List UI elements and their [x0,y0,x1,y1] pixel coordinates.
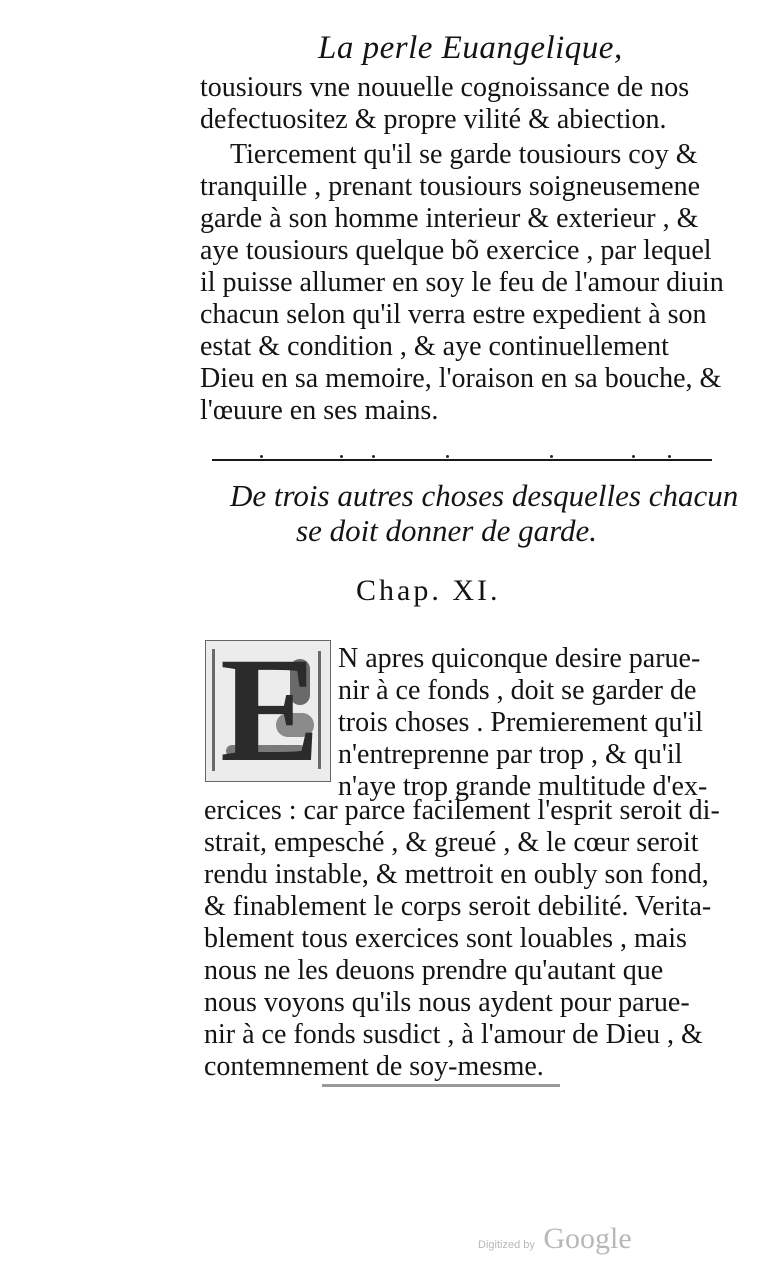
text-line: trois choses . Premierement qu'il [338,707,704,738]
text-line: Dieu en sa memoire, l'oraison en sa bouche, & [200,363,722,394]
running-header: La perle Euangelique, [318,30,623,66]
text-line: blement tous exercices sont louables , mais [204,923,687,954]
text-line: tranquille , prenant tousiours soigneusemene [200,171,700,202]
chapter-title: De trois autres choses desquelles chacun [230,478,739,513]
text-line: aye tousiours quelque bõ exercice , par lequel [200,235,712,266]
text-line: estat & condition , & aye continuellement [200,331,669,362]
text-line: nous ne les deuons prendre qu'autant que [204,955,664,986]
text-line: chacun selon qu'il verra estre expedient à son [200,299,707,330]
watermark-prefix: Digitized by [478,1239,535,1251]
text-line: ercices : car parce facilement l'esprit seroit di- [204,795,720,826]
text-line: l'œuure en ses mains. [200,395,439,426]
text-line: nous voyons qu'ils nous aydent pour parue- [204,987,690,1018]
text-line: contemnement de soy-mesme. [204,1051,544,1082]
text-line: il puisse allumer en soy le feu de l'amour diuin [200,267,724,298]
text-line: N apres quiconque desire parue- [338,643,701,674]
watermark-brand: Google [543,1222,632,1255]
text-line: strait, empesché , & greué , & le cœur seroit [204,827,699,858]
chapter-number: Chap. XI. [356,574,501,607]
text-line: Tiercement qu'il se garde tousiours coy & [230,139,698,170]
text-line: garde à son homme interieur & exterieur , & [200,203,699,234]
chapter-opening-lines [338,643,707,803]
divider-dot [632,455,635,458]
chapter-body [204,795,734,1083]
text-line: nir à ce fonds susdict , à l'amour de Dieu , & [204,1019,703,1050]
text-line: defectuositez & propre vilité & abiection. [200,104,667,135]
text-line: & finablement le corps seroit debilité. Verita- [204,891,712,922]
divider-dot [372,455,375,458]
text-line: tousiours vne nouuelle cognoissance de nos [200,72,690,103]
google-watermark [478,1222,632,1256]
divider-line [212,459,712,461]
text-line: n'aye trop grande multitude d'ex- [338,771,708,802]
divider-dot [668,455,671,458]
text-line: n'entreprenne par trop , & qu'il [338,739,683,770]
chapter-title: se doit donner de garde. [296,513,598,548]
top-paragraph [200,72,720,136]
divider-dot [446,455,449,458]
print-smudge [322,1084,560,1087]
divider-dot [340,455,343,458]
divider-dot [260,455,263,458]
text-line: rendu instable, & mettroit en oubly son fond, [204,859,709,890]
text-line: nir à ce fonds , doit se garder de [338,675,697,706]
divider-dot [550,455,553,458]
second-paragraph [200,139,724,427]
section-divider [212,452,712,466]
ornate-initial-icon: E [205,640,331,782]
